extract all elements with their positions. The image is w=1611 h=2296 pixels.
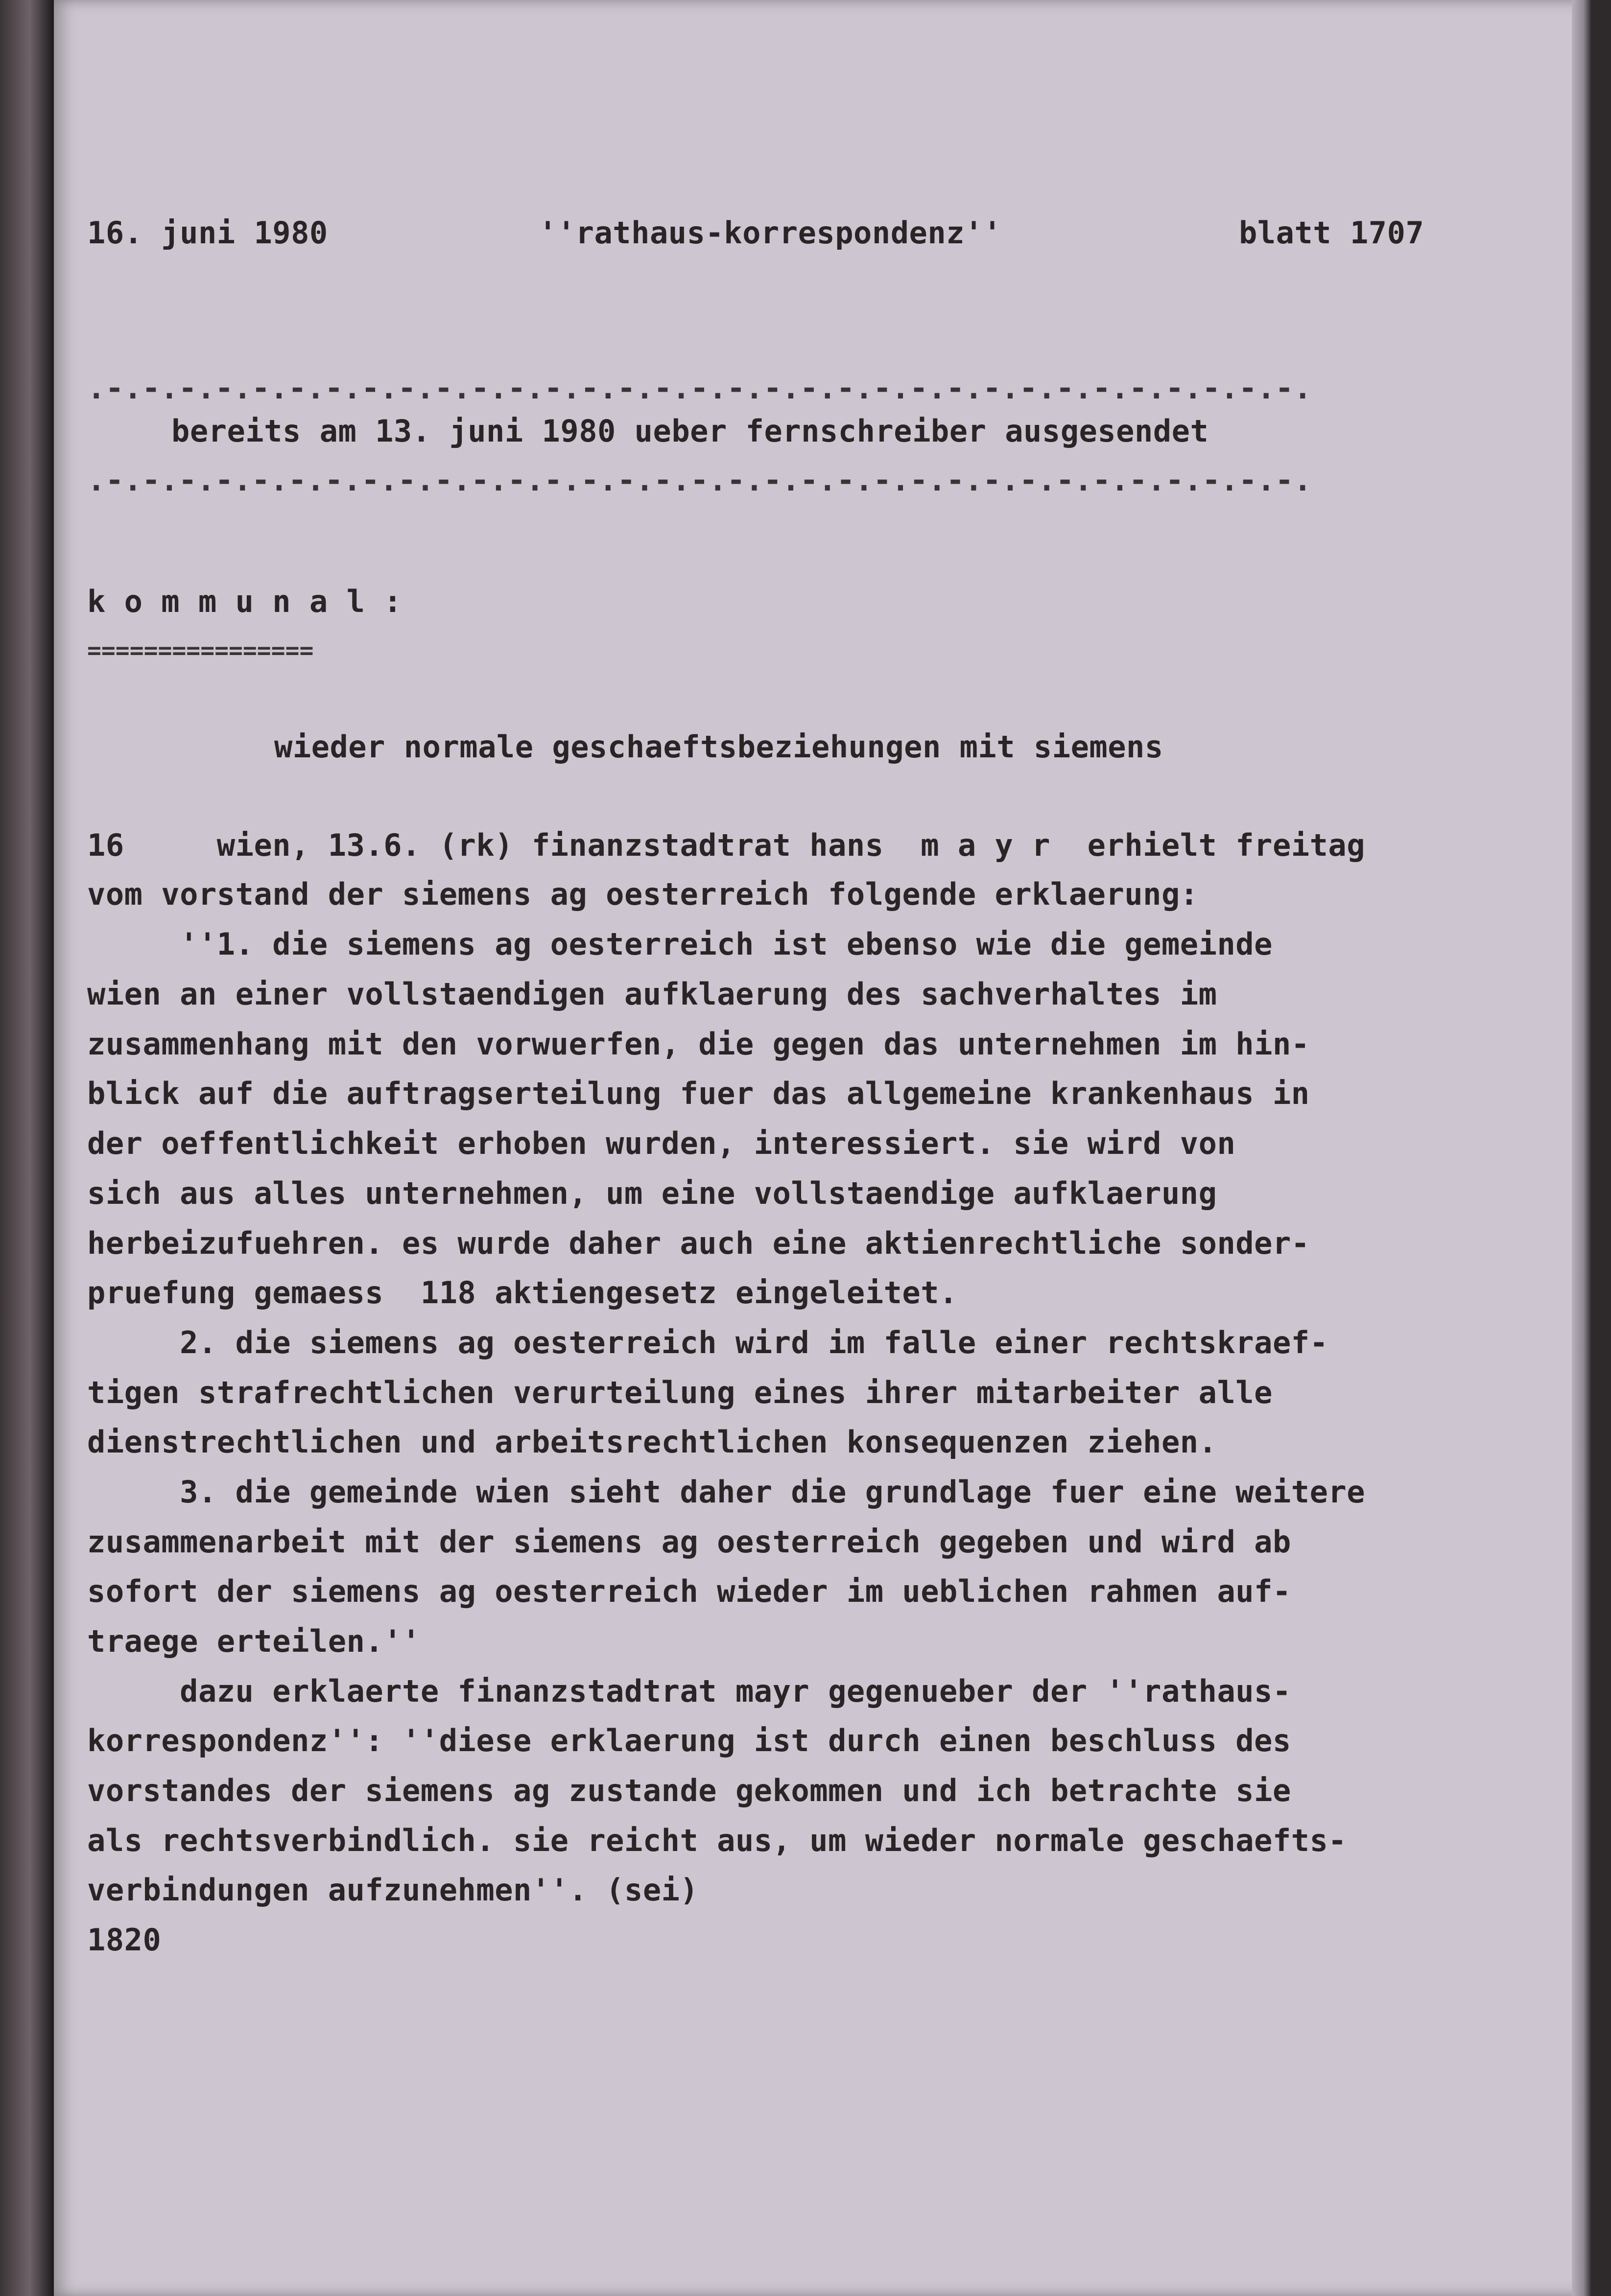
header-publication: ''rathaus-korrespondenz'' bbox=[539, 215, 1002, 251]
article-line: vom vorstand der siemens ag oesterreich folgende erklaerung: bbox=[87, 876, 1199, 912]
article-line: dazu erklaerte finanzstadtrat mayr gegenueber der ''rathaus- bbox=[87, 1673, 1291, 1709]
document-page bbox=[54, 0, 1591, 2296]
header-date: 16. juni 1980 bbox=[87, 215, 328, 251]
header-sheet-number: blatt 1707 bbox=[1239, 215, 1424, 251]
notice-dash-line-bottom: .-.-.-.-.-.-.-.-.-.-.-.-.-.-.-.-.-.-.-.-.-.-.-.-.-.-.-.-.-.-.-.-.-. bbox=[87, 462, 1312, 498]
article-line: korrespondenz'': ''diese erklaerung ist durch einen beschluss des bbox=[87, 1723, 1291, 1758]
article-line: traege erteilen.'' bbox=[87, 1623, 421, 1659]
article-line: wien an einer vollstaendigen aufklaerung des sachverhaltes im bbox=[87, 976, 1217, 1012]
article-line: tigen strafrechtlichen verurteilung eines ihrer mitarbeiter alle bbox=[87, 1375, 1273, 1410]
section-heading-underline: ================ bbox=[87, 637, 314, 664]
article-line: der oeffentlichkeit erhoben wurden, interessiert. sie wird von bbox=[87, 1125, 1236, 1161]
article-line: 2. die siemens ag oesterreich wird im falle einer rechtskraef- bbox=[87, 1325, 1328, 1360]
book-gutter bbox=[0, 0, 54, 2296]
article-line: sofort der siemens ag oesterreich wieder im ueblichen rahmen auf- bbox=[87, 1573, 1291, 1609]
article-line: sich aus alles unternehmen, um eine vollstaendige aufklaerung bbox=[87, 1175, 1217, 1211]
article-line: pruefung gemaess 118 aktiengesetz eingeleitet. bbox=[87, 1275, 958, 1311]
article-line: als rechtsverbindlich. sie reicht aus, um wieder normale geschaefts- bbox=[87, 1823, 1347, 1858]
article-footer-number: 1820 bbox=[87, 1922, 162, 1958]
article-line: 3. die gemeinde wien sieht daher die grundlage fuer eine weitere bbox=[87, 1474, 1366, 1510]
notice-text: bereits am 13. juni 1980 ueber fernschreiber ausgesendet bbox=[171, 413, 1209, 449]
article-line: verbindungen aufzunehmen''. (sei) bbox=[87, 1872, 699, 1908]
page-edge-shadow bbox=[1572, 0, 1591, 2296]
article-title: wieder normale geschaeftsbeziehungen mit siemens bbox=[274, 729, 1163, 765]
article-line: 16 wien, 13.6. (rk) finanzstadtrat hans m a y r erhielt freitag bbox=[87, 827, 1366, 863]
article-line: blick auf die auftragserteilung fuer das allgemeine krankenhaus in bbox=[87, 1076, 1310, 1111]
article-line: vorstandes der siemens ag zustande gekommen und ich betrachte sie bbox=[87, 1773, 1291, 1808]
article-line: zusammenhang mit den vorwuerfen, die gegen das unternehmen im hin- bbox=[87, 1026, 1310, 1062]
article-line: dienstrechtlichen und arbeitsrechtlichen konsequenzen ziehen. bbox=[87, 1424, 1217, 1460]
notice-dash-line-top: .-.-.-.-.-.-.-.-.-.-.-.-.-.-.-.-.-.-.-.-.-.-.-.-.-.-.-.-.-.-.-.-.-. bbox=[87, 370, 1312, 406]
article-line: zusammenarbeit mit der siemens ag oesterreich gegeben und wird ab bbox=[87, 1524, 1291, 1560]
section-heading: k o m m u n a l : bbox=[87, 584, 403, 619]
article-line: ''1. die siemens ag oesterreich ist ebenso wie die gemeinde bbox=[87, 926, 1273, 962]
article-line: herbeizufuehren. es wurde daher auch eine aktienrechtliche sonder- bbox=[87, 1225, 1310, 1261]
